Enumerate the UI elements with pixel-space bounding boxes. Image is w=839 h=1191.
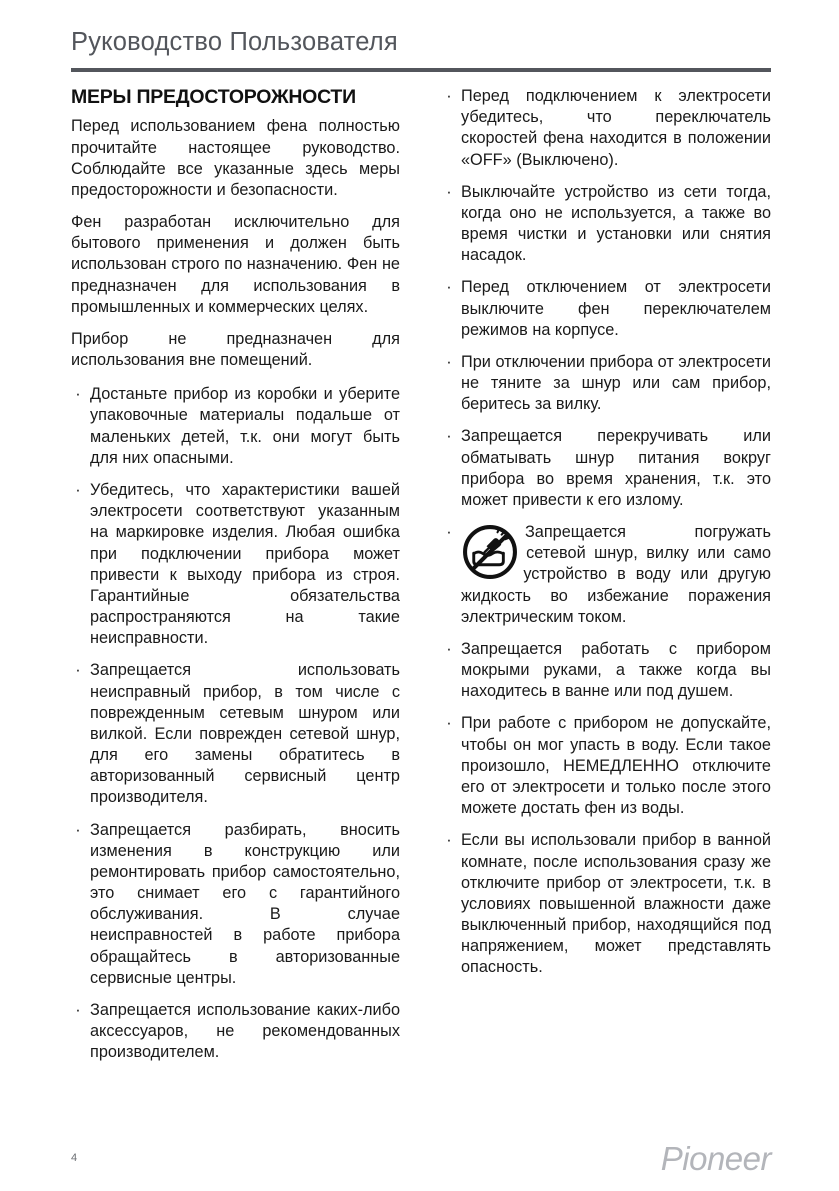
list-item	[442, 352, 771, 416]
list-item	[71, 820, 400, 989]
list-item	[71, 384, 400, 469]
list-item	[442, 426, 771, 511]
bullet-marker: ·	[75, 820, 81, 839]
right-column	[442, 86, 771, 979]
list-item	[442, 639, 771, 703]
bullet-marker: ·	[75, 385, 81, 404]
list-item-text: Перед отключением от электросети выключите фен переключателем режимов на корпусе.	[461, 278, 771, 339]
page-header	[71, 28, 771, 57]
list-item-text: При работе с прибором не допускайте, чтобы он мог упасть в воду. Если такое произошло, НЕМЕДЛЕННО отключите его от электросети и только после этого можете достать фен из воды.	[461, 714, 771, 818]
intro-paragraph-2: Фен разработан исключительно для бытового применения и должен быть использован строго по назначению. Фен не предназначен для использования в промышленных и коммерческих целях.	[71, 213, 400, 316]
list-item-text: Запрещается работать с прибором мокрыми руками, а также когда вы находитесь в ванне или под душем.	[461, 639, 771, 701]
right-bullet-list	[442, 86, 771, 979]
list-item-with-warning-icon	[442, 522, 771, 628]
page-number: 4	[71, 1152, 78, 1164]
list-item	[71, 660, 400, 808]
bullet-marker: ·	[75, 661, 81, 680]
bullet-marker: ·	[75, 1000, 81, 1019]
bullet-marker: ·	[446, 182, 452, 201]
list-item-text: Запрещается использовать неисправный прибор, в том числе с поврежденным сетевым шнуром или вилкой. Если поврежден сетевой шнур, для его замены обратитесь в авторизованный сервисный центр производителя.	[90, 661, 400, 807]
bullet-marker: ·	[446, 831, 452, 850]
bullet-marker: ·	[446, 639, 452, 658]
list-item-text: Перед подключением к электросети убедитесь, что переключатель скоростей фена находится в положении «OFF» (Выключено).	[461, 87, 771, 169]
brand-logo: Pioneer	[660, 1140, 771, 1177]
list-item-text: Запрещается использование каких-либо аксессуаров, не рекомендованных производителем.	[90, 1000, 400, 1062]
list-item	[442, 713, 771, 819]
list-item-text: Запрещается перекручивать или обматывать шнур питания вокруг прибора во время хранения, т.к. это может привести к его излому.	[461, 427, 771, 509]
bullet-marker: ·	[446, 352, 452, 371]
section-heading-precautions: МЕРЫ ПРЕДОСТОРОЖНОСТИ	[71, 86, 356, 108]
left-column	[71, 86, 400, 1063]
list-item-text: Запрещается разбирать, вносить изменения в конструкцию или ремонтировать прибор самостоятельно, это снимает его с гарантийного обслуживания. В случае неисправностей в работе прибора обращайтесь в авторизованные сервисные центры.	[90, 820, 400, 987]
list-item	[442, 830, 771, 978]
list-item	[442, 182, 771, 267]
intro-paragraph-3: Прибор не предназначен для использования вне помещений.	[71, 329, 400, 370]
list-item	[442, 86, 771, 171]
bullet-marker: ·	[446, 523, 452, 542]
list-item-text: Выключайте устройство из сети тогда, когда оно не используется, а также во время чистки и установки или снятия насадок.	[461, 182, 771, 265]
page-title: Руководство Пользователя	[71, 28, 398, 56]
list-item-text: Если вы использовали прибор в ванной комнате, после использования сразу же отключите прибор от электросети, т.к. в условиях повышенной влажности даже выключенный прибор, находящийся под напряжением, может представлять опасность.	[461, 831, 771, 977]
bullet-marker: ·	[75, 481, 81, 499]
list-item	[71, 480, 400, 649]
bullet-marker: ·	[446, 427, 452, 446]
list-item-text: Достаньте прибор из коробки и уберите упаковочные материалы подальше от маленьких детей, т.к. они могут быть для них опасными.	[90, 385, 400, 467]
list-item-text: Запрещается погружать сетевой шнур, вилку или само устройство в воду или другую жидкость во избежание поражения электрическим током.	[461, 523, 771, 626]
left-bullet-list	[71, 384, 400, 1063]
header-divider	[71, 68, 771, 72]
page-footer	[71, 1140, 771, 1178]
intro-paragraph-1: Перед использованием фена полностью прочитайте настоящее руководство. Соблюдайте все указанные здесь меры предосторожности и безопасности.	[71, 117, 400, 199]
bullet-marker: ·	[446, 714, 452, 733]
list-item-text: Убедитесь, что характеристики вашей электросети соответствуют указанным на маркировке изделия. Любая ошибка при подключении прибора может привести к выходу прибора из строя. Гарантийные обязательства распространяются на такие неисправности.	[90, 481, 400, 648]
list-item	[442, 277, 771, 341]
bullet-marker: ·	[446, 87, 452, 105]
bullet-marker: ·	[446, 278, 452, 297]
list-item	[71, 1000, 400, 1064]
list-item-text: При отключении прибора от электросети не тяните за шнур или сам прибор, беритесь за вилку.	[461, 352, 771, 414]
no-water-immersion-icon	[461, 523, 519, 581]
